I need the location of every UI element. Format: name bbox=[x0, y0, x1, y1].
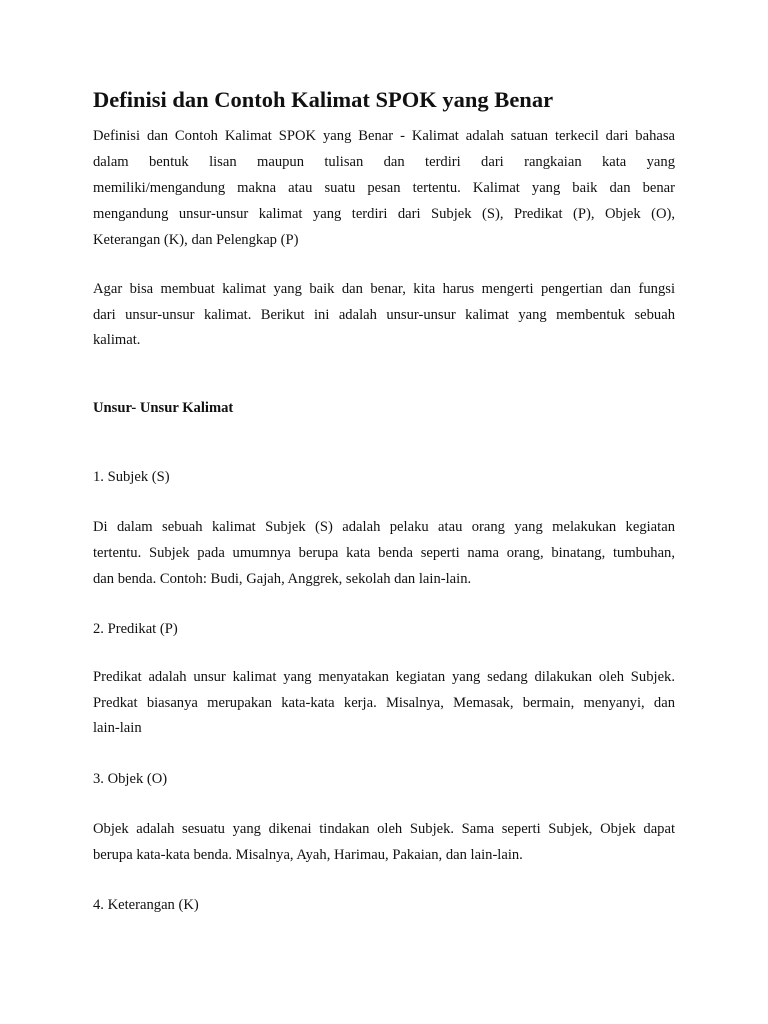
intro-paragraph bbox=[93, 123, 675, 253]
subjek-paragraph bbox=[93, 514, 675, 592]
text-line: Definisi dan Contoh Kalimat SPOK yang Benar - Kalimat adalah satuan terkecil dari bahasa bbox=[93, 128, 675, 144]
section-heading: Unsur- Unsur Kalimat bbox=[93, 400, 234, 416]
text-line: Predikat adalah unsur kalimat yang menyatakan kegiatan yang sedang dilakukan oleh Subjek. bbox=[93, 669, 675, 685]
text-line: mengandung unsur-unsur kalimat yang terdiri dari Subjek (S), Predikat (P), Objek (O), bbox=[93, 206, 675, 222]
text-line: Agar bisa membuat kalimat yang baik dan benar, kita harus mengerti pengertian dan fungsi bbox=[93, 281, 675, 297]
text-line: lain-lain bbox=[93, 720, 142, 736]
predikat-heading: 2. Predikat (P) bbox=[93, 621, 178, 637]
intro-paragraph-2 bbox=[93, 277, 675, 354]
text-line: berupa kata-kata benda. Misalnya, Ayah, Harimau, Pakaian, dan lain-lain. bbox=[93, 847, 523, 863]
text-line: tertentu. Subjek pada umumnya berupa kata benda seperti nama orang, binatang, tumbuhan, bbox=[93, 545, 675, 561]
text-line: dari unsur-unsur kalimat. Berikut ini adalah unsur-unsur kalimat yang membentuk sebuah bbox=[93, 306, 675, 323]
predikat-paragraph bbox=[93, 665, 675, 742]
text-line: Predkat biasanya merupakan kata-kata kerja. Misalnya, Memasak, bermain, menyanyi, dan bbox=[93, 694, 675, 711]
objek-heading: 3. Objek (O) bbox=[93, 771, 168, 787]
text-line: Keterangan (K), dan Pelengkap (P) bbox=[93, 232, 299, 248]
text-line: memiliki/mengandung makna atau suatu pesan tertentu. Kalimat yang baik dan benar bbox=[93, 180, 675, 196]
text-line: Objek adalah sesuatu yang dikenai tindakan oleh Subjek. Sama seperti Subjek, Objek dapat bbox=[93, 821, 675, 837]
text-line: dan benda. Contoh: Budi, Gajah, Anggrek, sekolah dan lain-lain. bbox=[93, 571, 472, 587]
keterangan-heading: 4. Keterangan (K) bbox=[93, 897, 199, 913]
objek-paragraph bbox=[93, 816, 675, 868]
text-line: kalimat. bbox=[93, 332, 141, 348]
subjek-heading: 1. Subjek (S) bbox=[93, 469, 170, 485]
text-line: dalam bentuk lisan maupun tulisan dan terdiri dari rangkaian kata yang bbox=[93, 154, 675, 170]
document-title: Definisi dan Contoh Kalimat SPOK yang Benar bbox=[93, 87, 554, 112]
text-line: Di dalam sebuah kalimat Subjek (S) adalah pelaku atau orang yang melakukan kegiatan bbox=[93, 519, 675, 535]
